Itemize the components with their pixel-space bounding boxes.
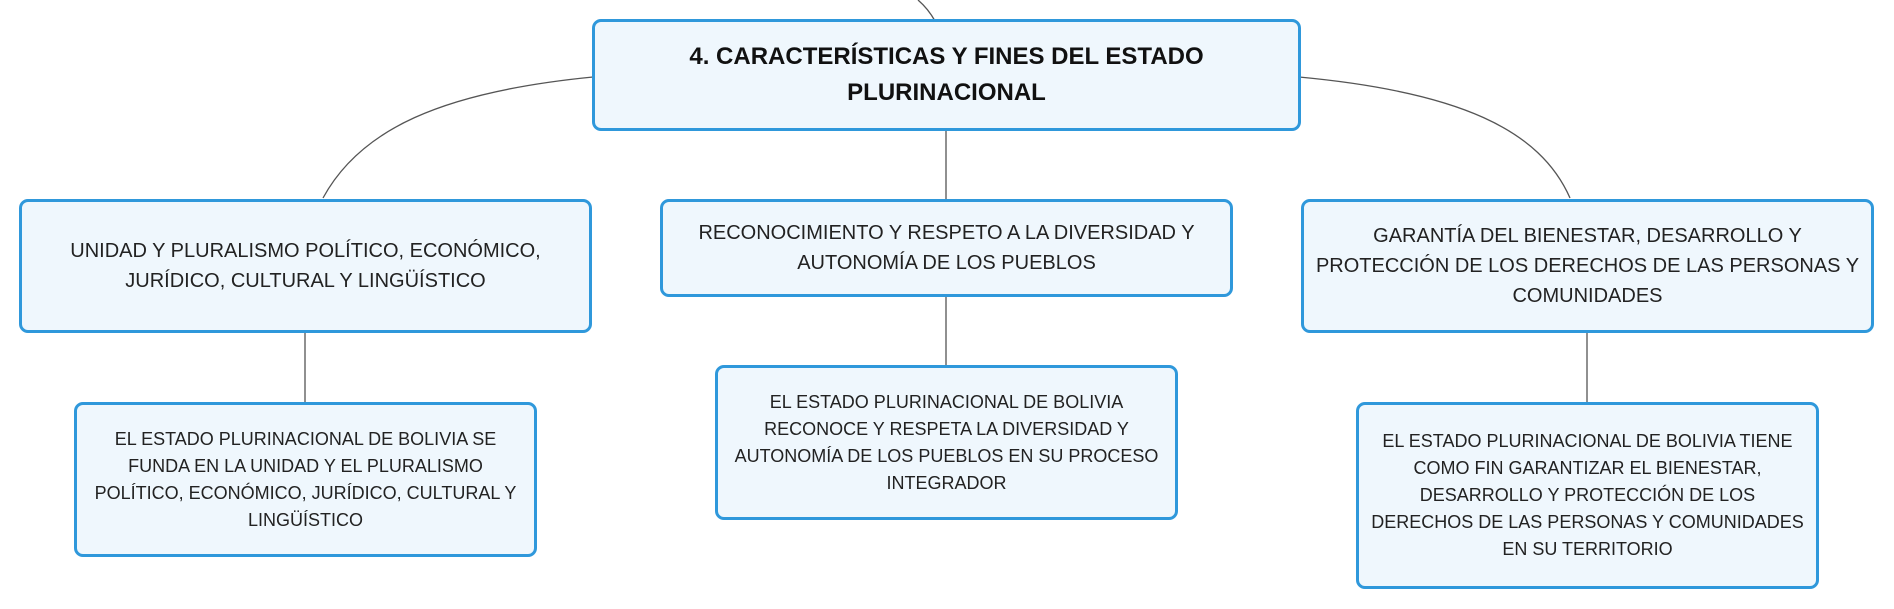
detail-label-1: EL ESTADO PLURINACIONAL DE BOLIVIA SE FUNDA EN LA UNIDAD Y EL PLURALISMO POLÍTICO, ECONÓMICO, JURÍDICO, CULTURAL Y LINGÜÍSTICO xyxy=(94,428,517,530)
topic-label-1: UNIDAD Y PLURALISMO POLÍTICO, ECONÓMICO, JURÍDICO, CULTURAL Y LINGÜÍSTICO xyxy=(70,240,541,292)
topic-node-3[interactable] xyxy=(1301,199,1874,333)
topic-label-2: RECONOCIMIENTO Y RESPETO A LA DIVERSIDAD Y AUTONOMÍA DE LOS PUEBLOS xyxy=(698,222,1195,274)
root-label: 4. CARACTERÍSTICAS Y FINES DEL ESTADO PLURINACIONAL xyxy=(689,43,1204,106)
topic-node-1[interactable] xyxy=(19,199,592,333)
topic-label-3: GARANTÍA DEL BIENESTAR, DESARROLLO Y PROTECCIÓN DE LOS DERECHOS DE LAS PERSONAS Y COMUNIDADES xyxy=(1315,225,1860,307)
connector-parent-to-root xyxy=(918,0,935,21)
detail-node-3[interactable] xyxy=(1356,402,1819,589)
connector-root-to-topic-1 xyxy=(323,77,593,198)
topic-node-2[interactable] xyxy=(660,199,1233,297)
detail-node-2[interactable] xyxy=(715,365,1178,520)
detail-node-1[interactable] xyxy=(74,402,537,557)
detail-label-3: EL ESTADO PLURINACIONAL DE BOLIVIA TIENE COMO FIN GARANTIZAR EL BIENESTAR, DESARROLLO Y PROTECCIÓN DE LOS DERECHOS DE LAS PERSONAS Y COMUNIDADES EN SU TERRITORIO xyxy=(1371,431,1804,559)
root-node[interactable] xyxy=(592,19,1301,131)
connector-root-to-topic-3 xyxy=(1299,77,1570,198)
detail-label-2: EL ESTADO PLURINACIONAL DE BOLIVIA RECONOCE Y RESPETA LA DIVERSIDAD Y AUTONOMÍA DE LOS PUEBLOS EN SU PROCESO INTEGRADOR xyxy=(734,391,1159,493)
